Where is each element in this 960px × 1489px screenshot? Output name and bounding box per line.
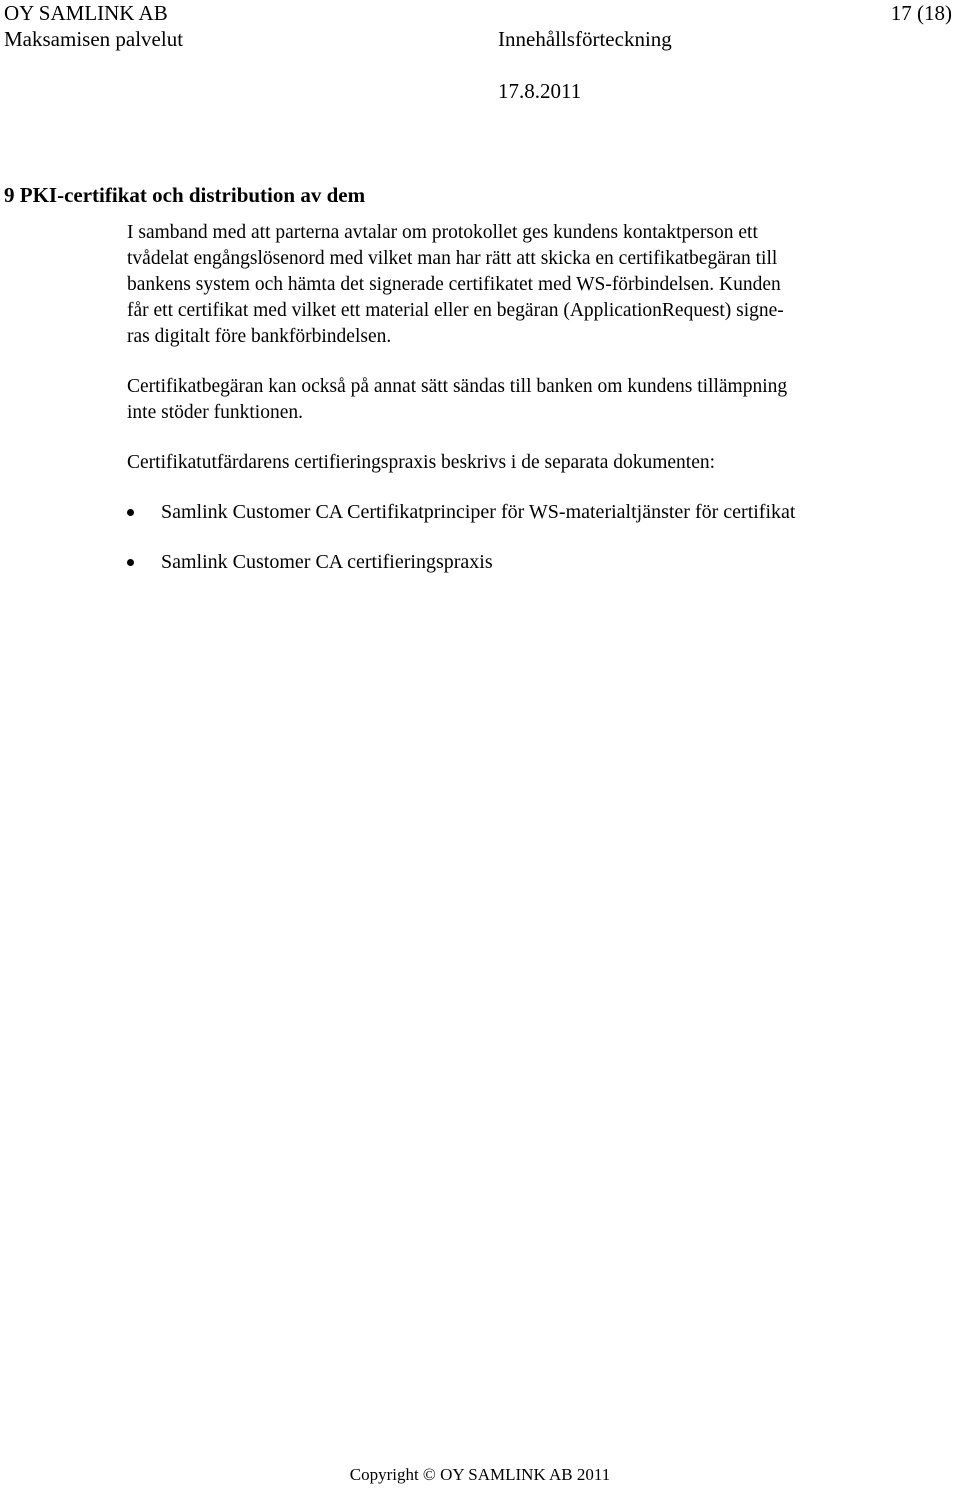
paragraph-line: får ett certifikat med vilket ett material eller en begäran (ApplicationRequest) signe-	[127, 300, 784, 321]
paragraph-line: Certifikatbegäran kan också på annat sätt sändas till banken om kundens tillämpning	[127, 376, 788, 397]
list-item-text: Samlink Customer CA Certifikatprinciper för WS-materialtjänster för certifikat	[161, 501, 796, 523]
list-item-text: Samlink Customer CA certifieringspraxis	[161, 551, 493, 573]
header-page-number: 17 (18)	[890, 1, 952, 25]
bullet-icon	[127, 559, 134, 566]
paragraph	[127, 220, 917, 350]
section-heading: 9 PKI-certifikat och distribution av dem	[4, 183, 366, 207]
header-subtitle: Maksamisen palvelut	[4, 27, 184, 51]
bullet-icon	[127, 509, 134, 516]
header-company-name: OY SAMLINK AB	[4, 1, 168, 25]
paragraph	[127, 374, 917, 426]
paragraph-line: tvådelat engångslösenord med vilket man har rätt att skicka en certifikatbegäran till	[127, 248, 778, 269]
header-date: 17.8.2011	[498, 79, 582, 103]
paragraph-line: bankens system och hämta det signerade certifikatet med WS-förbindelsen. Kunden	[127, 274, 781, 295]
footer-copyright: Copyright © OY SAMLINK AB 2011	[349, 1465, 611, 1484]
paragraph-line: inte stöder funktionen.	[127, 402, 304, 423]
paragraph-line: ras digitalt före bankförbindelsen.	[127, 326, 392, 347]
paragraph-line: Certifikatutfärdarens certifieringspraxis beskrivs i de separata dokumenten:	[127, 452, 716, 473]
paragraph-line: I samband med att parterna avtalar om protokollet ges kundens kontaktperson ett	[127, 222, 758, 243]
paragraph	[127, 450, 917, 476]
header-document-title: Innehållsförteckning	[498, 27, 672, 51]
